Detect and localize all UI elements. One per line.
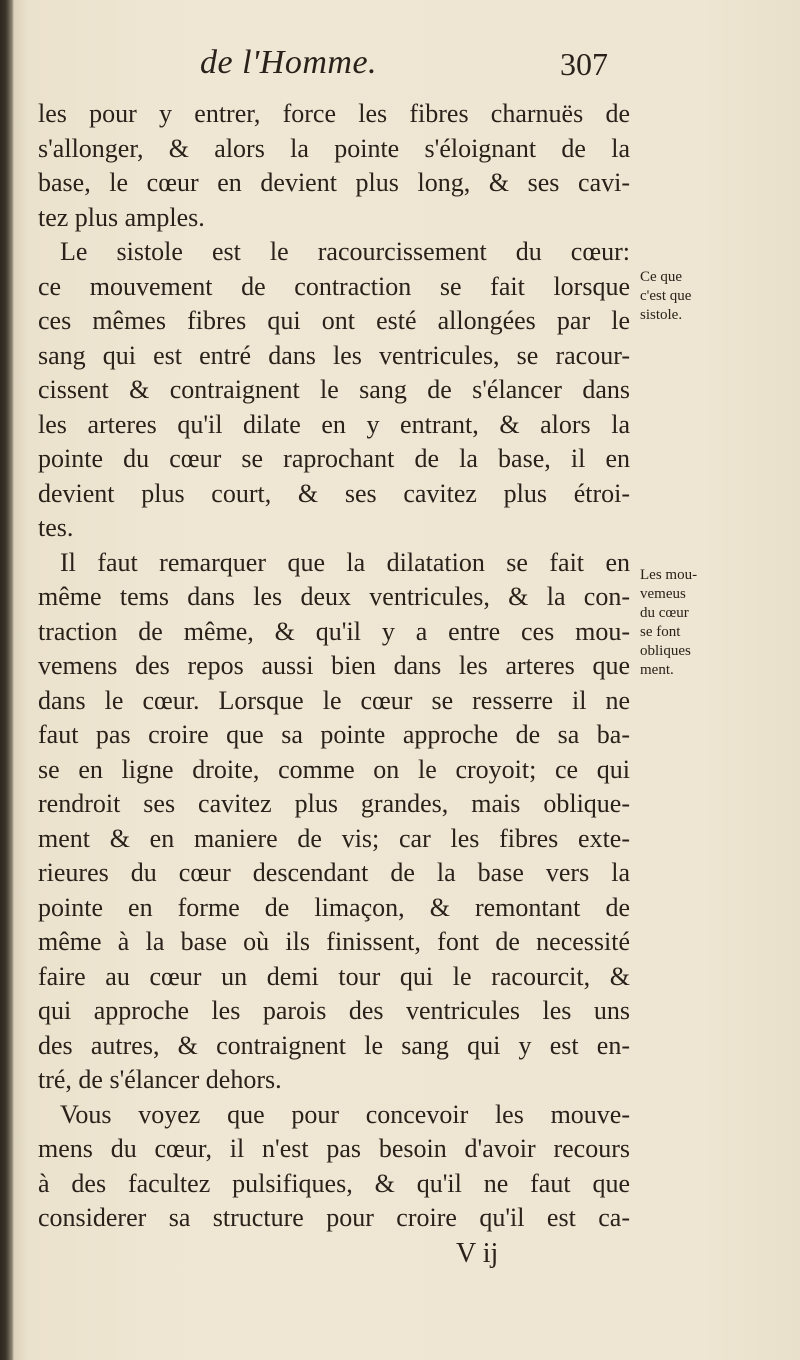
text-line: rieures du cœur descendant de la base vers la [38,858,630,887]
text-line: tes. [38,513,74,542]
margin-note-line: obliques [640,643,691,659]
text-line: traction de même, & qu'il y a entre ces mou- [38,616,630,646]
book-gutter [0,0,14,1360]
margin-note-line: se font [640,624,681,640]
margin-note-line: sistole. [640,307,683,323]
text-line: mens du cœur, il n'est pas besoin d'avoir recours [38,1134,630,1163]
text-line: Le sistole est le racourcissement du cœur: [60,237,630,266]
text-line: faut pas croire que sa pointe approche de sa ba- [38,720,630,749]
margin-note-line: c'est que [640,288,692,304]
running-title: de l'Homme. [200,44,378,81]
text-line: à des facultez pulsifiques, & qu'il ne faut que [38,1168,630,1198]
page-header [0,44,800,84]
text-line: ment & en maniere de vis; car les fibres exte- [38,823,630,853]
text-line: des autres, & contraignent le sang qui y est en- [38,1030,630,1060]
text-line: Vous voyez que pour concevoir les mouve- [60,1099,630,1129]
margin-note-sistole [640,268,710,325]
signature-mark: V ij [456,1238,499,1269]
margin-note-line: Les mou- [640,567,698,583]
text-line: même à la base où ils finissent, font de necessité [38,927,630,956]
text-line: tré, de s'élancer dehors. [38,1065,282,1094]
text-line: pointe en forme de limaçon, & remontant de [38,892,630,922]
text-line: même tems dans les deux ventricules, & la con- [38,582,630,611]
margin-note-line: vemeus [640,586,686,602]
text-line: s'allonger, & alors la pointe s'éloignant de la [38,133,630,163]
margin-note-line: Ce que [640,269,683,285]
text-line: qui approche les parois des ventricules les uns [38,996,630,1025]
text-line: ce mouvement de contraction se fait lorsque [38,271,630,301]
text-line: considerer sa structure pour croire qu'il est ca- [38,1203,630,1232]
margin-note-line: du cœur [640,605,689,621]
text-line: rendroit ses cavitez plus grandes, mais oblique- [38,789,630,818]
text-line: vemens des repos aussi bien dans les arteres que [38,651,630,680]
text-line: les pour y entrer, force les fibres charnuës de [38,99,630,128]
text-line: sang qui est entré dans les ventricules, se racour- [38,340,630,370]
text-line: ces mêmes fibres qui ont esté allongées par le [38,306,630,335]
text-line: se en ligne droite, comme on le croyoit; ce qui [38,754,630,784]
page-number: 307 [560,46,608,82]
text-line: devient plus court, & ses cavitez plus étroi- [38,478,630,508]
text-line: cissent & contraignent le sang de s'élancer dans [38,375,630,404]
margin-note-line: ment. [640,662,674,678]
text-line: dans le cœur. Lorsque le cœur se resserre il ne [38,685,630,715]
text-line: faire au cœur un demi tour qui le racourcit, & [38,961,630,991]
margin-note-mouvemens [640,566,710,680]
text-line: tez plus amples. [38,202,205,232]
text-line: pointe du cœur se raprochant de la base, il en [38,444,630,473]
text-line: Il faut remarquer que la dilatation se fait en [60,547,630,577]
body-text [38,97,630,1236]
text-line: les arteres qu'il dilate en y entrant, & alors la [38,409,630,439]
text-line: base, le cœur en devient plus long, & ses cavi- [38,168,630,197]
